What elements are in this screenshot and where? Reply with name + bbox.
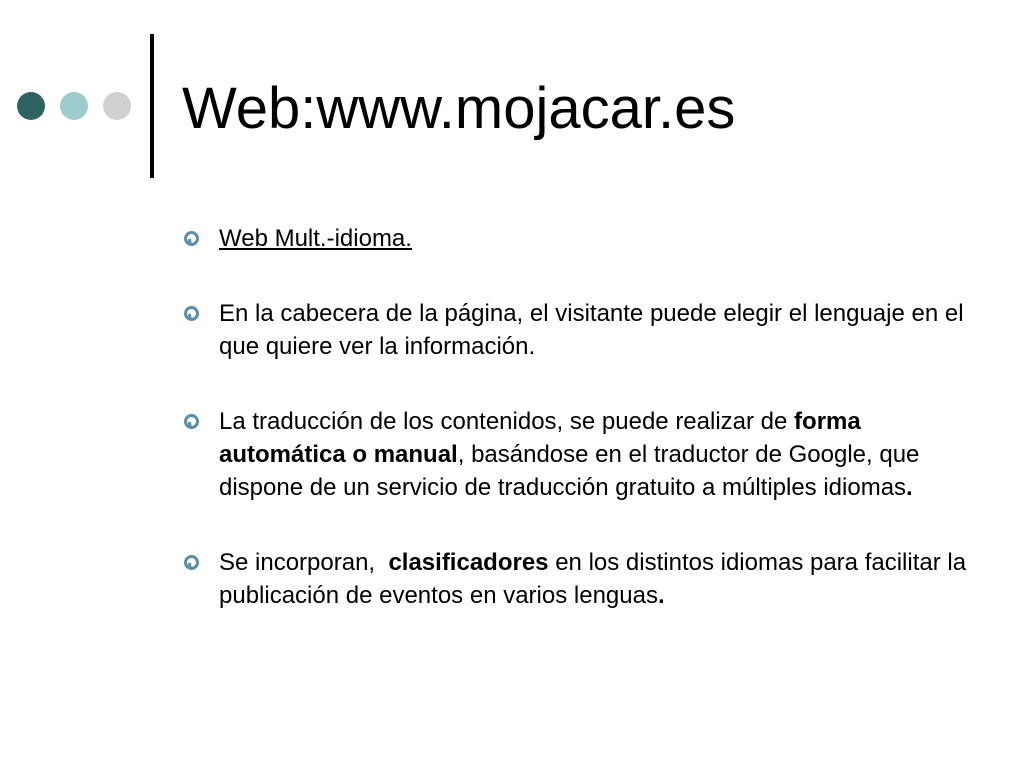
bullet-segment-bold: .: [657, 582, 665, 609]
bullet-text: [219, 549, 966, 609]
bullet-item: [184, 546, 984, 612]
bullet-text: [219, 408, 919, 501]
bullet-marker-icon: [184, 306, 199, 321]
bullet-marker-icon: [184, 231, 199, 246]
slide-title: Web:www.mojacar.es: [182, 76, 736, 141]
bullet-segment: en los distintos idiomas para facilitar la publicación de eventos en varios lenguas: [219, 549, 967, 609]
bullet-item: [184, 297, 984, 363]
bullet-segment-bold: forma automática o manual: [219, 408, 861, 468]
bullet-segment: La traducción de los contenidos, se puede realizar de: [219, 408, 795, 435]
bullet-text: [219, 225, 412, 252]
bullet-list: [184, 222, 984, 654]
bullet-marker-icon: [184, 414, 199, 429]
bullet-text: [219, 300, 964, 360]
bullet-segment: Se incorporan,: [219, 549, 389, 576]
bullet-segment: Web Mult.-idioma.: [219, 225, 412, 252]
bullet-item: [184, 405, 984, 504]
bullet-segment-bold: .: [906, 474, 913, 501]
bullet-segment: , basándose en el traductor de Google, que dispone de un servicio de traducción gratuito a múltiples idiomas: [219, 441, 920, 501]
bullet-item: [184, 222, 984, 255]
bullet-segment-bold: clasificadores: [388, 549, 549, 576]
bullet-segment: En la cabecera de la página, el visitante puede elegir el lenguaje en el que quiere ver la información.: [219, 300, 964, 360]
title-divider-line: [150, 34, 154, 178]
decorative-dot-2: [60, 92, 88, 120]
decorative-dot-3: [103, 92, 131, 120]
bullet-marker-icon: [184, 555, 199, 570]
decorative-dot-1: [17, 92, 45, 120]
